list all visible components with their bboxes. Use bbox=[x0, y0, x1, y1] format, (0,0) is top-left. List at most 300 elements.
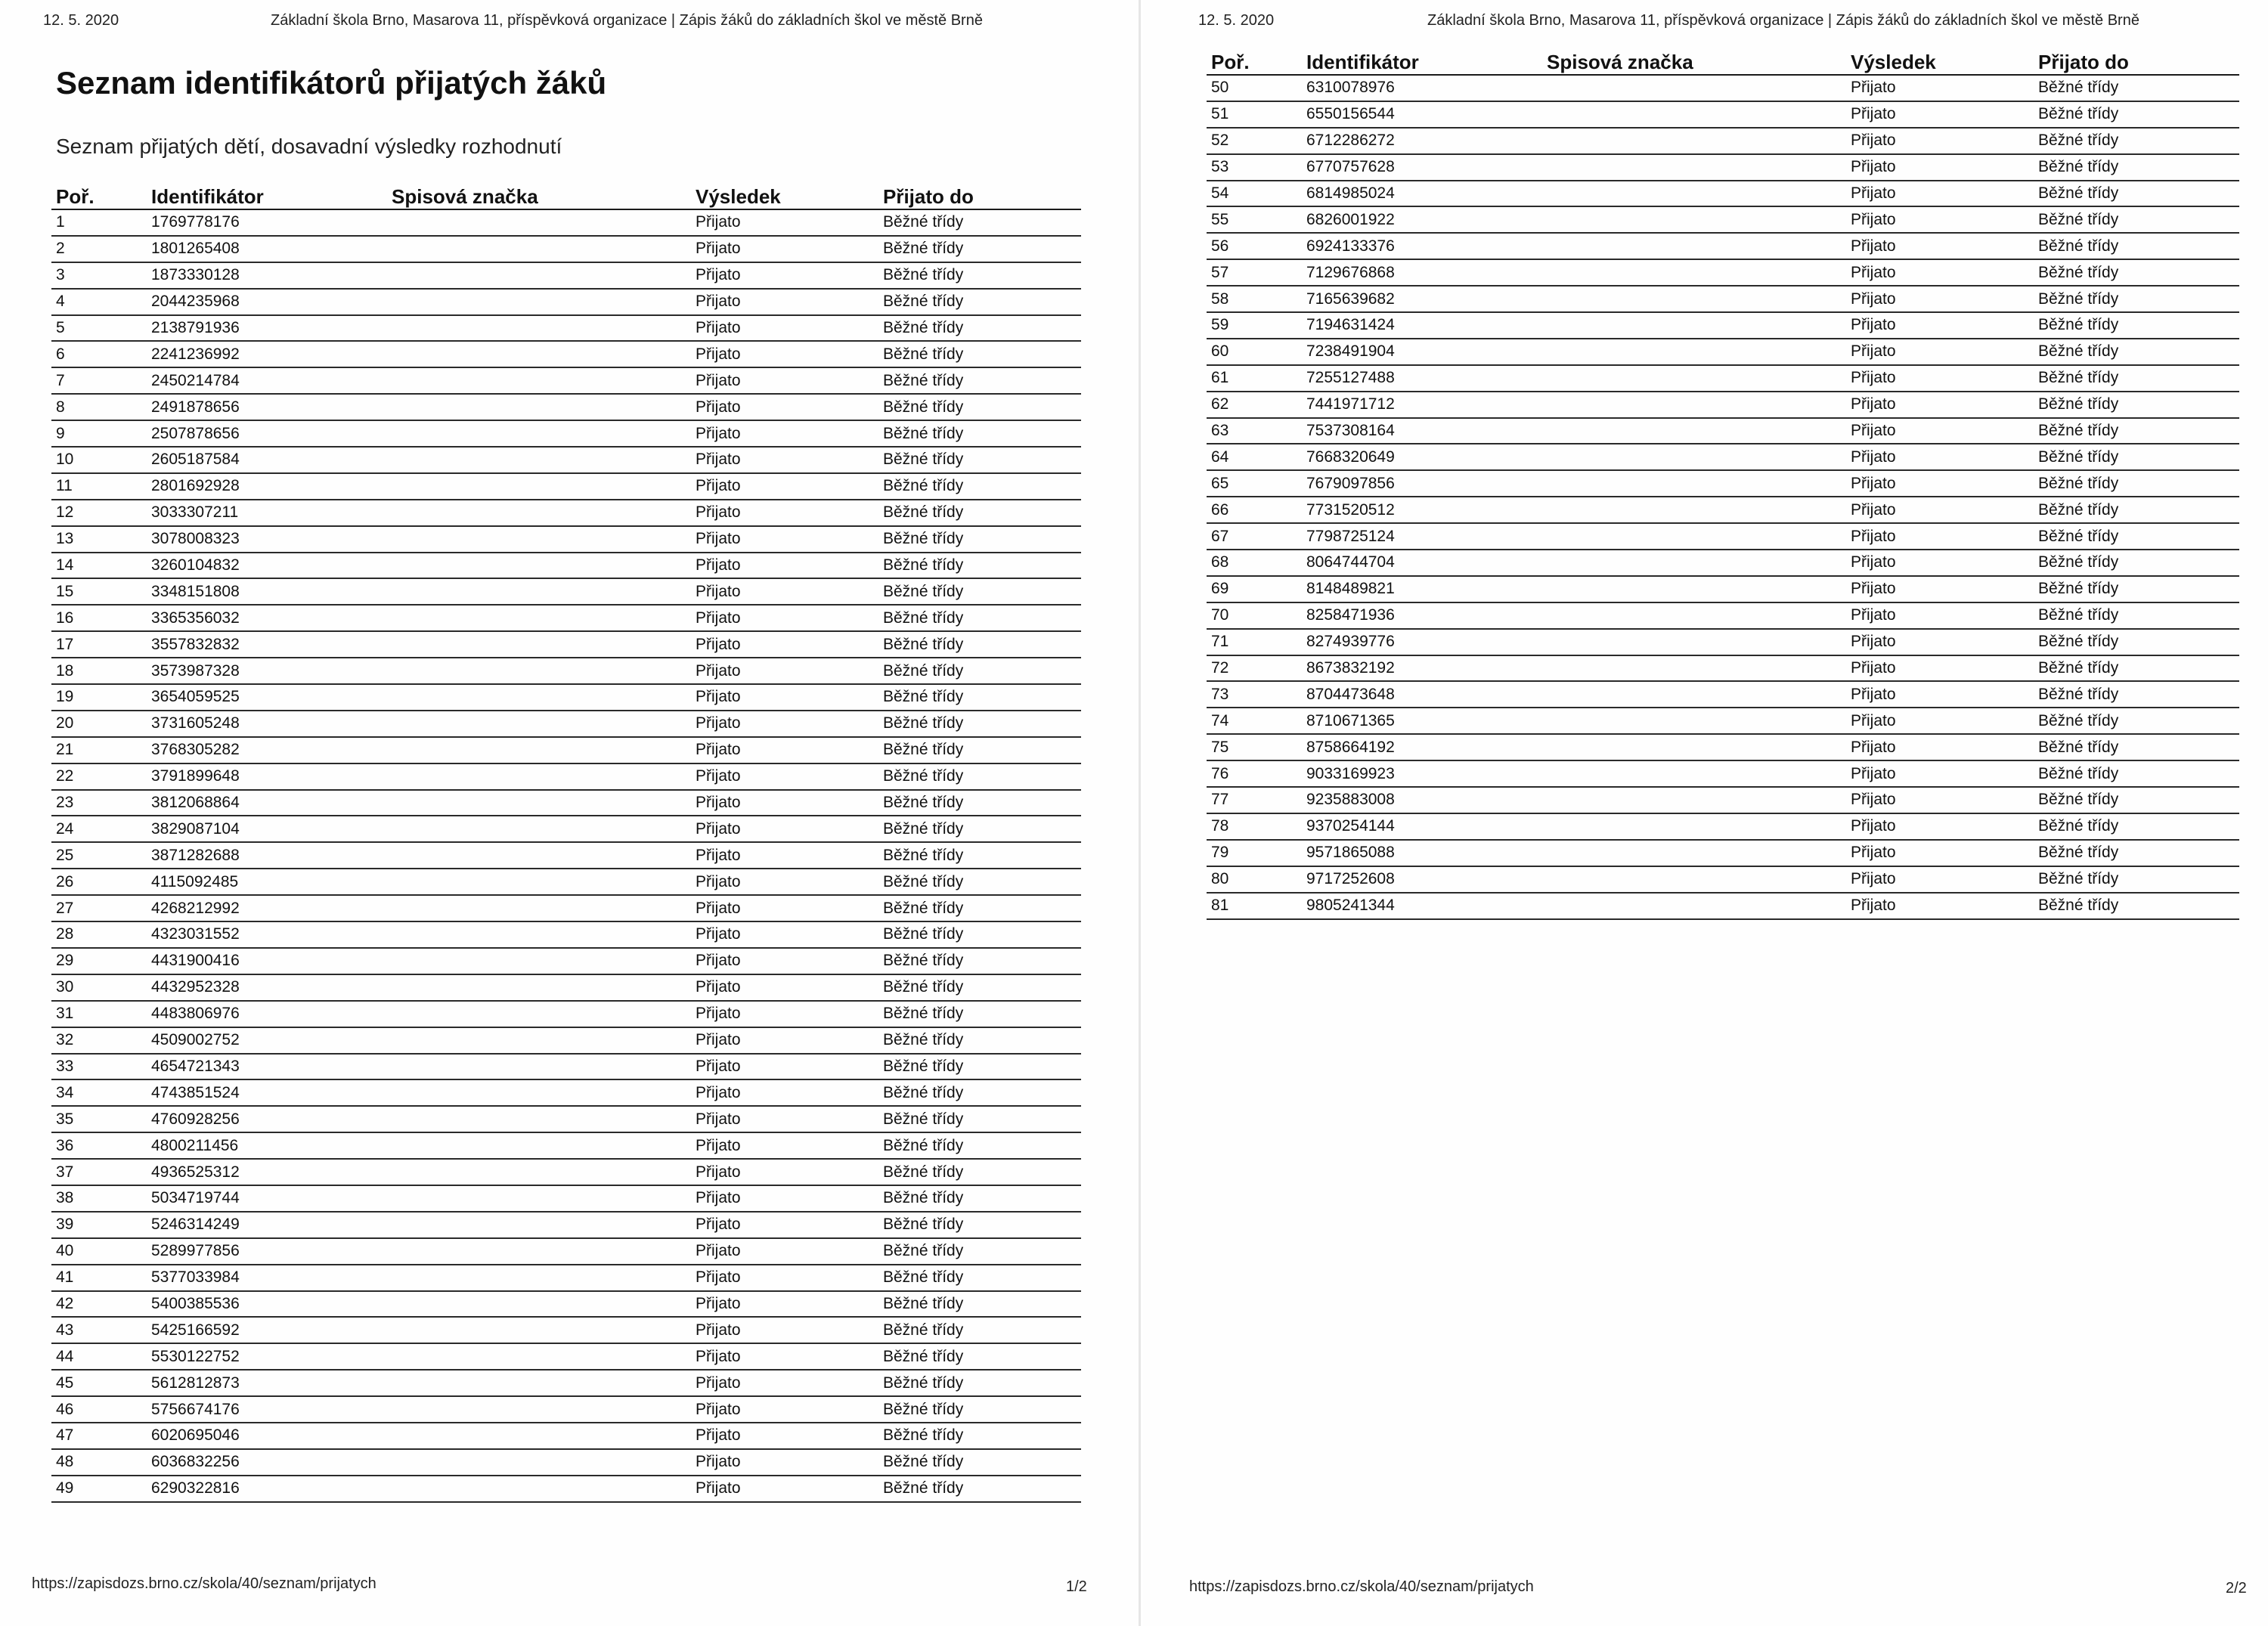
row-result: Přijato bbox=[1851, 659, 1896, 677]
table-row bbox=[51, 1476, 1081, 1503]
row-result: Přijato bbox=[696, 1321, 741, 1339]
table-row bbox=[51, 500, 1081, 527]
row-result: Přijato bbox=[1851, 844, 1896, 862]
row-order: 56 bbox=[1211, 237, 1229, 255]
row-order: 6 bbox=[56, 345, 65, 363]
column-header-order: Poř. bbox=[1211, 51, 1250, 73]
row-result: Přijato bbox=[696, 1268, 741, 1287]
table-row bbox=[51, 922, 1081, 949]
row-order: 65 bbox=[1211, 474, 1229, 492]
row-order: 21 bbox=[56, 741, 74, 759]
table-row bbox=[51, 791, 1081, 817]
row-identifier: 9571865088 bbox=[1306, 844, 1395, 862]
row-admitted-to: Běžné třídy bbox=[883, 635, 964, 653]
row-admitted-to: Běžné třídy bbox=[2038, 659, 2119, 677]
row-admitted-to: Běžné třídy bbox=[2038, 633, 2119, 651]
row-order: 36 bbox=[56, 1136, 74, 1154]
row-result: Přijato bbox=[1851, 606, 1896, 624]
row-admitted-to: Běžné třídy bbox=[2038, 764, 2119, 782]
row-admitted-to: Běžné třídy bbox=[2038, 422, 2119, 440]
row-order: 4 bbox=[56, 293, 65, 311]
row-order: 27 bbox=[56, 899, 74, 917]
row-admitted-to: Běžné třídy bbox=[883, 371, 964, 389]
table-row bbox=[51, 1292, 1081, 1318]
row-result: Přijato bbox=[696, 530, 741, 548]
table-row bbox=[1207, 234, 2239, 260]
row-identifier: 7668320649 bbox=[1306, 448, 1395, 466]
table-row bbox=[51, 658, 1081, 685]
row-order: 33 bbox=[56, 1057, 74, 1075]
table-row bbox=[51, 579, 1081, 605]
table-row bbox=[1207, 682, 2239, 708]
row-identifier: 5289977856 bbox=[151, 1242, 240, 1260]
table-row bbox=[51, 843, 1081, 869]
row-admitted-to: Běžné třídy bbox=[883, 266, 964, 284]
row-identifier: 8274939776 bbox=[1306, 633, 1395, 651]
row-result: Přijato bbox=[1851, 263, 1896, 281]
row-identifier: 7731520512 bbox=[1306, 500, 1395, 519]
row-identifier: 5377033984 bbox=[151, 1268, 240, 1287]
row-order: 41 bbox=[56, 1268, 74, 1287]
row-identifier: 8710671365 bbox=[1306, 711, 1395, 729]
table-row bbox=[1207, 630, 2239, 656]
row-order: 19 bbox=[56, 688, 74, 706]
row-order: 23 bbox=[56, 794, 74, 812]
row-identifier: 4431900416 bbox=[151, 952, 240, 970]
row-result: Přijato bbox=[1851, 474, 1896, 492]
row-result: Přijato bbox=[696, 1242, 741, 1260]
row-result: Přijato bbox=[1851, 870, 1896, 888]
table-row bbox=[51, 1186, 1081, 1213]
admissions-table bbox=[1207, 42, 2239, 920]
table-row bbox=[1207, 708, 2239, 735]
table-row bbox=[1207, 286, 2239, 313]
table-row bbox=[51, 1265, 1081, 1292]
row-identifier: 6020695046 bbox=[151, 1426, 240, 1445]
row-result: Přijato bbox=[696, 424, 741, 442]
row-identifier: 5612812873 bbox=[151, 1374, 240, 1392]
table-row bbox=[51, 1002, 1081, 1028]
table-row bbox=[1207, 260, 2239, 286]
row-admitted-to: Běžné třídy bbox=[2038, 500, 2119, 519]
table-row bbox=[1207, 497, 2239, 524]
row-identifier: 7238491904 bbox=[1306, 342, 1395, 361]
row-result: Přijato bbox=[696, 872, 741, 890]
row-order: 61 bbox=[1211, 369, 1229, 387]
admissions-table bbox=[51, 177, 1081, 1503]
table-row bbox=[51, 869, 1081, 896]
row-order: 34 bbox=[56, 1083, 74, 1101]
row-result: Přijato bbox=[696, 1294, 741, 1312]
row-admitted-to: Běžné třídy bbox=[2038, 448, 2119, 466]
table-row bbox=[51, 237, 1081, 263]
row-identifier: 4323031552 bbox=[151, 925, 240, 943]
row-result: Přijato bbox=[696, 1426, 741, 1445]
row-order: 75 bbox=[1211, 738, 1229, 756]
row-identifier: 7798725124 bbox=[1306, 527, 1395, 545]
page-divider bbox=[1139, 0, 1141, 1626]
row-result: Přijato bbox=[1851, 369, 1896, 387]
row-order: 2 bbox=[56, 240, 65, 258]
table-row bbox=[1207, 577, 2239, 603]
row-result: Přijato bbox=[696, 1083, 741, 1101]
table-row bbox=[51, 448, 1081, 474]
table-row bbox=[51, 1344, 1081, 1370]
row-admitted-to: Běžné třídy bbox=[883, 1110, 964, 1128]
row-admitted-to: Běžné třídy bbox=[2038, 791, 2119, 809]
table-row bbox=[51, 553, 1081, 580]
table-row bbox=[51, 896, 1081, 922]
row-admitted-to: Běžné třídy bbox=[883, 1136, 964, 1154]
table-row bbox=[51, 975, 1081, 1002]
row-identifier: 3812068864 bbox=[151, 794, 240, 812]
table-row bbox=[1207, 524, 2239, 550]
row-identifier: 8148489821 bbox=[1306, 580, 1395, 598]
row-admitted-to: Běžné třídy bbox=[883, 1321, 964, 1339]
row-result: Přijato bbox=[1851, 395, 1896, 413]
row-identifier: 9805241344 bbox=[1306, 897, 1395, 915]
column-header-result: Výsledek bbox=[696, 185, 781, 208]
row-identifier: 4743851524 bbox=[151, 1083, 240, 1101]
row-order: 38 bbox=[56, 1189, 74, 1207]
table-row bbox=[1207, 550, 2239, 577]
table-row bbox=[51, 1397, 1081, 1423]
row-identifier: 8673832192 bbox=[1306, 659, 1395, 677]
row-result: Přijato bbox=[696, 451, 741, 469]
table-row bbox=[1207, 603, 2239, 630]
row-identifier: 4800211456 bbox=[151, 1136, 239, 1154]
table-row bbox=[51, 1080, 1081, 1107]
table-row bbox=[51, 1423, 1081, 1450]
row-order: 70 bbox=[1211, 606, 1229, 624]
row-result: Přijato bbox=[696, 556, 741, 575]
row-result: Přijato bbox=[696, 503, 741, 522]
row-result: Přijato bbox=[696, 1136, 741, 1154]
row-order: 12 bbox=[56, 503, 74, 522]
column-header-identifier: Identifikátor bbox=[151, 185, 264, 208]
row-identifier: 9370254144 bbox=[1306, 817, 1395, 835]
row-order: 51 bbox=[1211, 105, 1229, 123]
table-row bbox=[1207, 444, 2239, 471]
row-result: Přijato bbox=[696, 1479, 741, 1497]
row-result: Přijato bbox=[1851, 290, 1896, 308]
row-admitted-to: Běžné třídy bbox=[883, 213, 964, 231]
row-identifier: 2450214784 bbox=[151, 371, 240, 389]
row-order: 72 bbox=[1211, 659, 1229, 677]
table-body bbox=[1207, 76, 2239, 920]
row-result: Přijato bbox=[696, 1400, 741, 1418]
row-order: 26 bbox=[56, 872, 74, 890]
row-order: 5 bbox=[56, 319, 65, 336]
row-order: 81 bbox=[1211, 897, 1229, 915]
row-admitted-to: Běžné třídy bbox=[883, 714, 964, 732]
row-admitted-to: Běžné třídy bbox=[883, 688, 964, 706]
table-row bbox=[51, 738, 1081, 764]
header-date: 12. 5. 2020 bbox=[43, 12, 119, 29]
row-order: 46 bbox=[56, 1400, 74, 1418]
row-result: Přijato bbox=[696, 398, 741, 416]
table-row bbox=[1207, 366, 2239, 392]
row-order: 17 bbox=[56, 635, 74, 653]
table-row bbox=[1207, 181, 2239, 208]
table-row bbox=[1207, 419, 2239, 445]
row-result: Přijato bbox=[696, 266, 741, 284]
row-order: 3 bbox=[56, 266, 65, 284]
row-identifier: 2507878656 bbox=[151, 424, 240, 442]
table-header bbox=[51, 177, 1081, 210]
row-identifier: 3829087104 bbox=[151, 819, 240, 838]
row-identifier: 4760928256 bbox=[151, 1110, 240, 1128]
row-admitted-to: Běžné třídy bbox=[883, 741, 964, 759]
row-order: 77 bbox=[1211, 791, 1229, 809]
row-identifier: 4115092485 bbox=[151, 872, 239, 890]
table-row bbox=[1207, 894, 2239, 920]
row-order: 37 bbox=[56, 1163, 74, 1181]
row-result: Přijato bbox=[696, 635, 741, 653]
row-admitted-to: Běžné třídy bbox=[2038, 606, 2119, 624]
row-admitted-to: Běžné třídy bbox=[883, 1268, 964, 1287]
row-order: 42 bbox=[56, 1294, 74, 1312]
footer-page-number: 2/2 bbox=[2226, 1580, 2247, 1597]
table-row bbox=[1207, 814, 2239, 841]
row-result: Přijato bbox=[1851, 210, 1896, 228]
row-result: Přijato bbox=[1851, 342, 1896, 361]
table-row bbox=[51, 1133, 1081, 1160]
row-admitted-to: Běžné třídy bbox=[883, 1083, 964, 1101]
row-result: Přijato bbox=[1851, 500, 1896, 519]
table-row bbox=[51, 1107, 1081, 1133]
header-title: Základní škola Brno, Masarova 11, příspěvková organizace | Zápis žáků do základních škol ve městě Brně bbox=[271, 12, 983, 29]
table-row bbox=[51, 395, 1081, 421]
row-order: 58 bbox=[1211, 290, 1229, 308]
row-order: 71 bbox=[1211, 633, 1229, 651]
table-row bbox=[1207, 207, 2239, 234]
table-row bbox=[51, 1239, 1081, 1265]
table-row bbox=[1207, 102, 2239, 129]
row-identifier: 6550156544 bbox=[1306, 105, 1395, 123]
row-result: Přijato bbox=[1851, 764, 1896, 782]
row-order: 52 bbox=[1211, 132, 1229, 150]
row-admitted-to: Běžné třídy bbox=[883, 609, 964, 627]
row-order: 57 bbox=[1211, 263, 1229, 281]
row-identifier: 1801265408 bbox=[151, 240, 240, 258]
table-row bbox=[1207, 129, 2239, 155]
row-order: 55 bbox=[1211, 210, 1229, 228]
column-header-admitted-to: Přijato do bbox=[2038, 51, 2129, 73]
header-date: 12. 5. 2020 bbox=[1198, 12, 1275, 29]
row-order: 44 bbox=[56, 1347, 74, 1365]
row-identifier: 5400385536 bbox=[151, 1294, 240, 1312]
row-identifier: 2605187584 bbox=[151, 451, 240, 469]
table-row bbox=[1207, 735, 2239, 761]
page-subtitle: Seznam přijatých dětí, dosavadní výsledky rozhodnutí bbox=[56, 135, 562, 158]
row-order: 63 bbox=[1211, 422, 1229, 440]
row-admitted-to: Běžné třídy bbox=[883, 530, 964, 548]
row-admitted-to: Běžné třídy bbox=[883, 1374, 964, 1392]
row-identifier: 2491878656 bbox=[151, 398, 240, 416]
table-row bbox=[1207, 841, 2239, 867]
row-order: 1 bbox=[56, 213, 65, 231]
row-result: Přijato bbox=[696, 767, 741, 785]
table-row bbox=[51, 1055, 1081, 1081]
row-order: 18 bbox=[56, 661, 74, 680]
row-result: Přijato bbox=[696, 714, 741, 732]
row-identifier: 6310078976 bbox=[1306, 79, 1395, 97]
row-admitted-to: Běžné třídy bbox=[883, 1057, 964, 1075]
row-result: Přijato bbox=[696, 794, 741, 812]
row-order: 20 bbox=[56, 714, 74, 732]
row-identifier: 3791899648 bbox=[151, 767, 240, 785]
row-identifier: 9235883008 bbox=[1306, 791, 1395, 809]
row-result: Přijato bbox=[696, 1110, 741, 1128]
row-order: 11 bbox=[56, 477, 73, 495]
row-result: Přijato bbox=[696, 899, 741, 917]
row-admitted-to: Běžné třídy bbox=[883, 1347, 964, 1365]
row-admitted-to: Běžné třídy bbox=[883, 1189, 964, 1207]
row-identifier: 4936525312 bbox=[151, 1163, 240, 1181]
table-row bbox=[1207, 656, 2239, 683]
row-order: 10 bbox=[56, 451, 74, 469]
row-result: Přijato bbox=[696, 978, 741, 996]
column-header-order: Poř. bbox=[56, 185, 94, 208]
row-admitted-to: Běžné třídy bbox=[2038, 79, 2119, 97]
row-admitted-to: Běžné třídy bbox=[883, 1426, 964, 1445]
table-row bbox=[51, 1450, 1081, 1476]
table-row bbox=[51, 527, 1081, 553]
table-row bbox=[51, 474, 1081, 500]
row-result: Přijato bbox=[1851, 132, 1896, 150]
row-admitted-to: Běžné třídy bbox=[883, 661, 964, 680]
row-admitted-to: Běžné třídy bbox=[2038, 369, 2119, 387]
row-order: 32 bbox=[56, 1031, 74, 1049]
row-admitted-to: Běžné třídy bbox=[883, 978, 964, 996]
table-row bbox=[1207, 313, 2239, 339]
row-order: 35 bbox=[56, 1110, 74, 1128]
row-order: 64 bbox=[1211, 448, 1229, 466]
row-result: Přijato bbox=[696, 371, 741, 389]
row-result: Přijato bbox=[696, 1005, 741, 1023]
row-order: 78 bbox=[1211, 817, 1229, 835]
row-admitted-to: Běžné třídy bbox=[2038, 897, 2119, 915]
row-admitted-to: Běžné třídy bbox=[883, 925, 964, 943]
column-header-file-reference: Spisová značka bbox=[392, 185, 538, 208]
row-admitted-to: Běžné třídy bbox=[883, 582, 964, 600]
row-result: Přijato bbox=[696, 952, 741, 970]
row-identifier: 7255127488 bbox=[1306, 369, 1395, 387]
row-identifier: 4432952328 bbox=[151, 978, 240, 996]
row-identifier: 6924133376 bbox=[1306, 237, 1395, 255]
column-header-admitted-to: Přijato do bbox=[883, 185, 974, 208]
row-result: Přijato bbox=[1851, 237, 1896, 255]
row-result: Přijato bbox=[1851, 316, 1896, 334]
row-order: 45 bbox=[56, 1374, 74, 1392]
table-row bbox=[51, 816, 1081, 843]
row-result: Přijato bbox=[696, 1163, 741, 1181]
table-row bbox=[51, 290, 1081, 316]
row-order: 16 bbox=[56, 609, 74, 627]
row-identifier: 3871282688 bbox=[151, 846, 240, 864]
table-row bbox=[1207, 155, 2239, 181]
table-body bbox=[51, 210, 1081, 1503]
table-row bbox=[1207, 471, 2239, 497]
row-order: 28 bbox=[56, 925, 74, 943]
row-identifier: 5034719744 bbox=[151, 1189, 240, 1207]
row-admitted-to: Běžné třídy bbox=[883, 1400, 964, 1418]
table-row bbox=[51, 1213, 1081, 1239]
row-order: 40 bbox=[56, 1242, 74, 1260]
row-identifier: 6290322816 bbox=[151, 1479, 240, 1497]
row-order: 67 bbox=[1211, 527, 1229, 545]
footer-page-number: 1/2 bbox=[1066, 1578, 1087, 1595]
row-identifier: 7194631424 bbox=[1306, 316, 1395, 334]
table-row bbox=[51, 1370, 1081, 1397]
row-identifier: 5530122752 bbox=[151, 1347, 240, 1365]
row-admitted-to: Běžné třídy bbox=[883, 1294, 964, 1312]
row-identifier: 2044235968 bbox=[151, 293, 240, 311]
row-admitted-to: Běžné třídy bbox=[2038, 184, 2119, 202]
row-identifier: 6826001922 bbox=[1306, 210, 1395, 228]
row-identifier: 6712286272 bbox=[1306, 132, 1395, 150]
row-admitted-to: Běžné třídy bbox=[883, 872, 964, 890]
row-admitted-to: Běžné třídy bbox=[2038, 316, 2119, 334]
row-identifier: 9033169923 bbox=[1306, 764, 1395, 782]
row-result: Přijato bbox=[696, 925, 741, 943]
row-result: Přijato bbox=[1851, 685, 1896, 703]
row-order: 9 bbox=[56, 424, 65, 442]
row-identifier: 7679097856 bbox=[1306, 474, 1395, 492]
table-row bbox=[1207, 761, 2239, 788]
row-identifier: 2138791936 bbox=[151, 319, 240, 336]
row-admitted-to: Běžné třídy bbox=[883, 451, 964, 469]
row-order: 50 bbox=[1211, 79, 1229, 97]
row-admitted-to: Běžné třídy bbox=[883, 819, 964, 838]
row-result: Přijato bbox=[696, 741, 741, 759]
row-identifier: 5756674176 bbox=[151, 1400, 240, 1418]
row-result: Přijato bbox=[696, 1347, 741, 1365]
table-row bbox=[51, 342, 1081, 368]
row-admitted-to: Běžné třídy bbox=[883, 1453, 964, 1471]
row-order: 66 bbox=[1211, 500, 1229, 519]
table-row bbox=[51, 368, 1081, 395]
row-identifier: 1873330128 bbox=[151, 266, 240, 284]
row-result: Přijato bbox=[1851, 79, 1896, 97]
row-admitted-to: Běžné třídy bbox=[2038, 290, 2119, 308]
row-admitted-to: Běžné třídy bbox=[2038, 685, 2119, 703]
row-identifier: 2801692928 bbox=[151, 477, 240, 495]
row-admitted-to: Běžné třídy bbox=[2038, 738, 2119, 756]
row-admitted-to: Běžné třídy bbox=[2038, 132, 2119, 150]
row-admitted-to: Běžné třídy bbox=[2038, 553, 2119, 571]
row-admitted-to: Běžné třídy bbox=[883, 1242, 964, 1260]
row-order: 79 bbox=[1211, 844, 1229, 862]
row-admitted-to: Běžné třídy bbox=[883, 319, 964, 336]
row-result: Přijato bbox=[696, 1453, 741, 1471]
row-order: 13 bbox=[56, 530, 74, 548]
row-admitted-to: Běžné třídy bbox=[2038, 342, 2119, 361]
row-identifier: 6036832256 bbox=[151, 1453, 240, 1471]
row-admitted-to: Běžné třídy bbox=[883, 846, 964, 864]
row-identifier: 3654059525 bbox=[151, 688, 240, 706]
row-order: 69 bbox=[1211, 580, 1229, 598]
table-row bbox=[51, 263, 1081, 290]
row-order: 68 bbox=[1211, 553, 1229, 571]
table-row bbox=[1207, 76, 2239, 102]
row-identifier: 3573987328 bbox=[151, 661, 240, 680]
table-header bbox=[1207, 42, 2239, 76]
row-admitted-to: Běžné třídy bbox=[883, 345, 964, 363]
row-admitted-to: Běžné třídy bbox=[2038, 105, 2119, 123]
table-row bbox=[51, 421, 1081, 448]
